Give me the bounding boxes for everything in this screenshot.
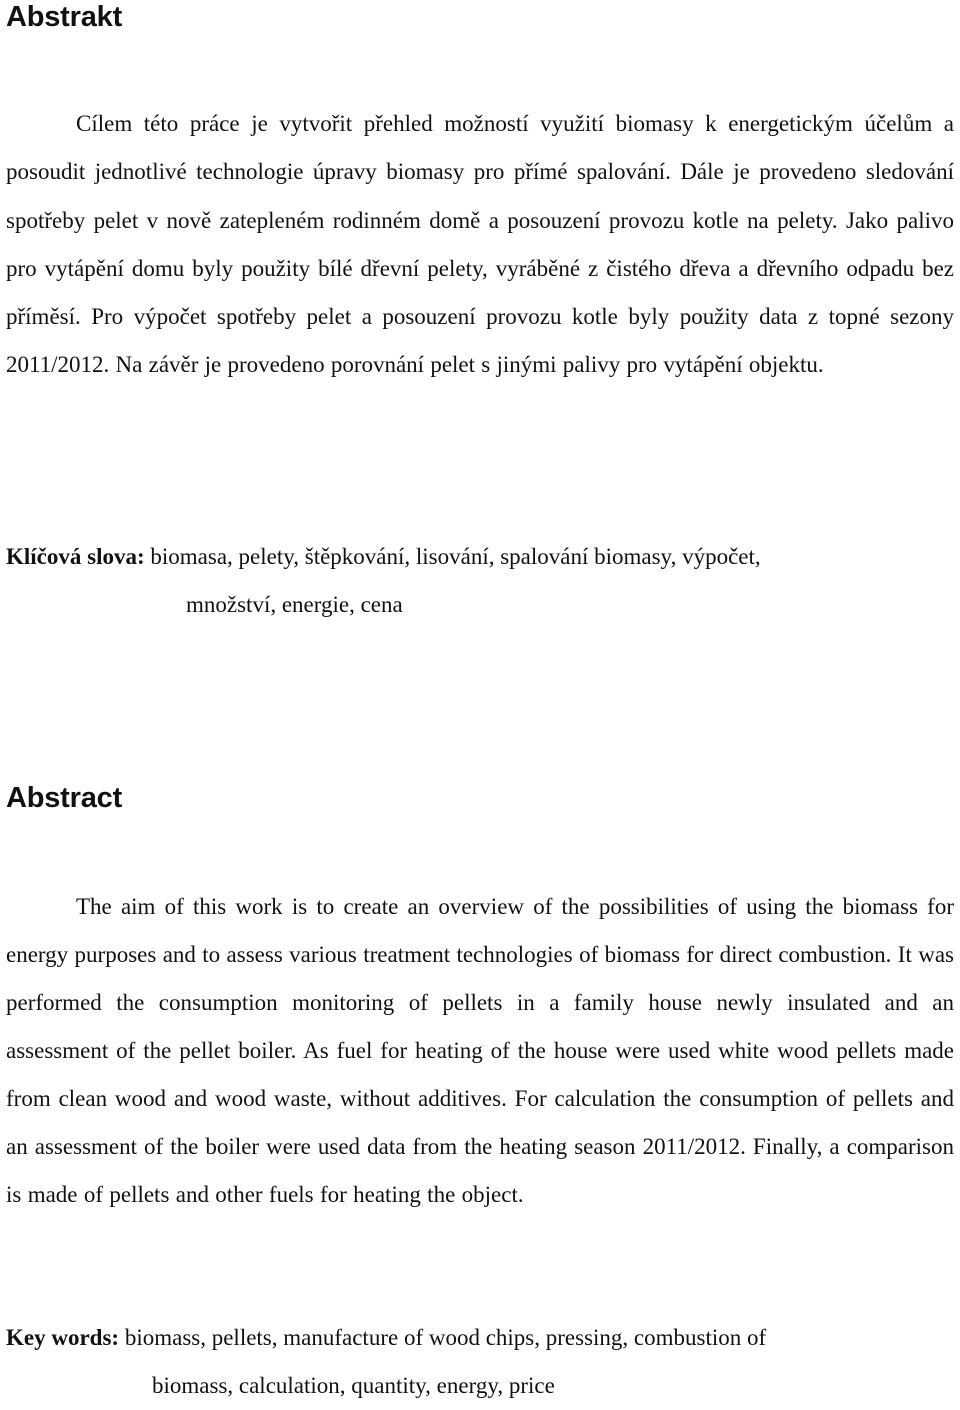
czech-keywords-line1: biomasa, pelety, štěpkování, lisování, spalování biomasy, výpočet, bbox=[150, 544, 761, 569]
english-keywords-line1: biomass, pellets, manufacture of wood chips, pressing, combustion of bbox=[124, 1325, 767, 1350]
czech-abstract-heading: Abstrakt bbox=[6, 1, 123, 33]
english-keywords-line2: biomass, calculation, quantity, energy, price bbox=[152, 1373, 555, 1398]
czech-keywords-label: Klíčová slova: bbox=[6, 544, 145, 569]
czech-keywords-line2: množství, energie, cena bbox=[186, 592, 403, 617]
czech-keywords bbox=[6, 533, 954, 629]
english-abstract-paragraph: The aim of this work is to create an overview of the possibilities of using the biomass for energy purposes and to assess various treatment technologies of biomass for direct combustion. It was performed the consumption monitoring of pellets in a family house newly insulated and an assessment of the pellet boiler. As fuel for heating of the house were used white wood pellets made from clean wood and wood waste, without additives. For calculation the consumption of pellets and an assessment of the boiler were used data from the heating season 2011/2012. Finally, a comparison is made of pellets and other fuels for heating the object. bbox=[6, 894, 954, 1207]
english-keywords bbox=[6, 1314, 954, 1410]
english-abstract-heading: Abstract bbox=[6, 782, 123, 814]
english-keywords-label: Key words: bbox=[6, 1325, 120, 1350]
czech-abstract-paragraph: Cílem této práce je vytvořit přehled možností využití biomasy k energetickým účelům a posoudit jednotlivé technologie úpravy biomasy pro přímé spalování. Dále je provedeno sledování spotřeby pelet v nově zatepleném rodinném domě a posouzení provozu kotle na pelety. Jako palivo pro vytápění domu byly použity bílé dřevní pelety, vyráběné z čistého dřeva a dřevního odpadu bez příměsí. Pro výpočet spotřeby pelet a posouzení provozu kotle byly použity data z topné sezony 2011/2012. Na závěr je provedeno porovnání pelet s jinými palivy pro vytápění objektu. bbox=[6, 111, 954, 378]
